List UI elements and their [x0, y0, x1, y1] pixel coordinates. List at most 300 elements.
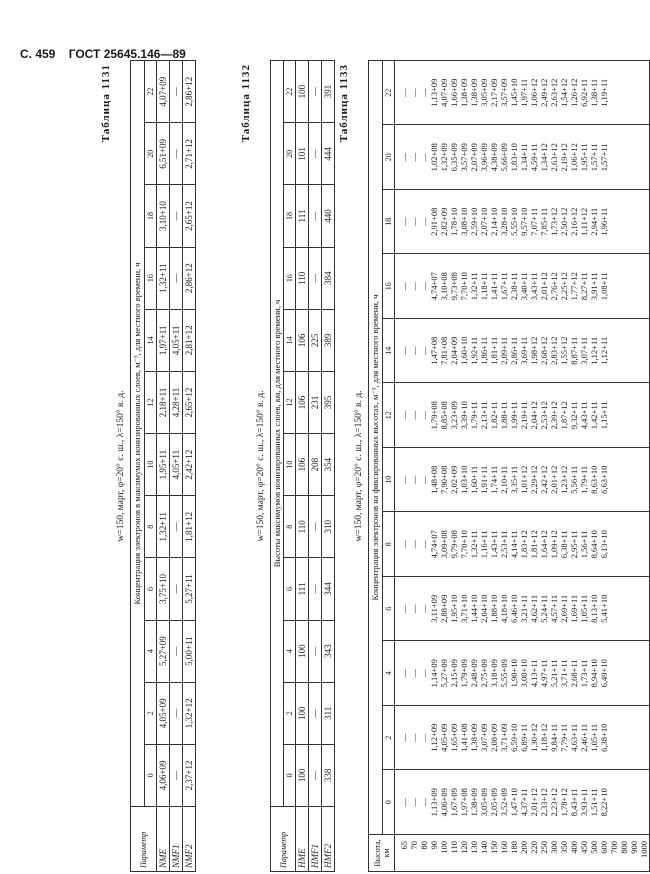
table-cell: 2,19+11	[519, 383, 529, 448]
table-cell: 2,48+09	[469, 641, 479, 706]
table-cell: 1,23+12	[559, 448, 569, 513]
table-cell: 3,71+11	[559, 641, 569, 706]
table-cell: —	[395, 61, 410, 126]
table-cell: 395	[322, 371, 335, 433]
table-cell: 111	[296, 558, 309, 620]
table-cell	[609, 383, 619, 448]
table-cell: —	[309, 61, 322, 123]
table-cell: 6,92+11	[579, 61, 589, 126]
table-cell: 1,38+09	[469, 61, 479, 126]
table-cell: 1,12+11	[599, 319, 609, 384]
table-cell	[639, 190, 650, 255]
table-cell: 4,59+11	[529, 125, 539, 190]
height-cell: 900	[629, 835, 639, 872]
table-cell: 3,08+10	[459, 190, 469, 255]
table-caption: Таблица 1132	[240, 64, 252, 143]
table-cell: 1,79+11	[579, 448, 589, 513]
table-cell: 225	[309, 309, 322, 371]
table-cell: 1,01+12	[519, 448, 529, 513]
table-cell: 1,91+11	[479, 448, 489, 513]
table-cell: 1,45+10	[509, 61, 519, 126]
hour-header: 0	[383, 770, 395, 835]
table-caption: Таблица 1133	[338, 64, 350, 143]
table-cell: 2,25+12	[559, 254, 569, 319]
table-cell: 8,94+10	[589, 641, 599, 706]
table-cell: 444	[322, 123, 335, 185]
hour-header: 0	[145, 744, 157, 806]
table-cell: 2,46+11	[579, 706, 589, 771]
hour-header: 10	[383, 448, 395, 513]
table-cell	[639, 254, 650, 319]
table-cell	[609, 319, 619, 384]
table-cell: 3,11+09	[429, 577, 439, 642]
table-cell: 1,95+11	[157, 434, 170, 496]
table-cell: 1,32+11	[469, 254, 479, 319]
table-cell	[639, 512, 650, 577]
hour-header: 12	[284, 371, 296, 433]
table-cell: 1,57+11	[599, 125, 609, 190]
param-header: Параметр	[271, 807, 296, 872]
table-cell: 2,10+11	[499, 448, 509, 513]
table-row	[322, 61, 335, 872]
table-cell: 1,32+11	[469, 512, 479, 577]
table-cell: 106	[296, 309, 309, 371]
table-cell: 1,56+11	[579, 512, 589, 577]
table-cell: 1,97+11	[519, 61, 529, 126]
table-cell: 1,81+11	[489, 319, 499, 384]
table-cell: —	[309, 123, 322, 185]
table-cell: 7,07+11	[529, 190, 539, 255]
table-cell: 1,97+08	[459, 770, 469, 835]
table-row	[579, 61, 589, 872]
hour-header: 12	[383, 383, 395, 448]
table-cell: —	[170, 620, 183, 682]
table-1133	[338, 60, 650, 872]
table-cell	[609, 125, 619, 190]
hour-header: 14	[145, 309, 157, 371]
table-cell: 2,65+12	[183, 185, 196, 247]
table-cell: 4,74+07	[429, 512, 439, 577]
table-cell: 1,32+09	[439, 125, 449, 190]
table-cell: 1,18+12	[539, 706, 549, 771]
table-cell: 2,01+12	[539, 254, 549, 319]
table-cell	[609, 770, 619, 835]
hour-header: 22	[383, 61, 395, 126]
table-cell: 9,57+10	[519, 190, 529, 255]
table-row	[539, 61, 549, 872]
table-cell	[639, 448, 650, 513]
table-cell: 1,67+11	[499, 254, 509, 319]
table-cell: 1,96+11	[599, 190, 609, 255]
table-cell: 1,97+11	[157, 309, 170, 371]
table-row	[469, 61, 479, 872]
table-cell: —	[395, 512, 410, 577]
table-cell: 9,79+08	[449, 512, 459, 577]
table-row	[549, 61, 559, 872]
table-cell	[609, 641, 619, 706]
table-cell: —	[309, 682, 322, 744]
table-cell	[629, 512, 639, 577]
height-cell: 150	[489, 835, 499, 872]
table-cell: 2,37+12	[183, 744, 196, 806]
table-cell: 2,86+12	[183, 61, 196, 123]
table-cell: 2,53+11	[499, 512, 509, 577]
table-cell: —	[309, 620, 322, 682]
table-cell	[619, 512, 629, 577]
table-cell: 3,75+10	[157, 558, 170, 620]
table-row	[609, 61, 619, 872]
table-cell: 1,30+12	[529, 706, 539, 771]
height-cell: 600	[599, 835, 609, 872]
table-cell: 2,38+11	[509, 254, 519, 319]
table-cell: —	[409, 125, 419, 190]
table-cell: 1,83+12	[519, 512, 529, 577]
table-cell: 4,38+09	[489, 125, 499, 190]
table-cell: 1,43+11	[489, 512, 499, 577]
table-cell	[609, 577, 619, 642]
table-cell: 2,59+10	[469, 190, 479, 255]
table-cell: —	[170, 496, 183, 558]
param-name: HMF1	[309, 807, 322, 872]
table-cell: 2,69+11	[559, 577, 569, 642]
table-cell: 2,53+12	[539, 383, 549, 448]
table-cell: 8,22+10	[599, 770, 609, 835]
table-cell: 5,55+10	[509, 190, 519, 255]
table-cell: 4,18+10	[499, 577, 509, 642]
table-cell: 5,56+11	[569, 448, 579, 513]
table-cell: 2,81+12	[183, 309, 196, 371]
hour-header: 20	[284, 123, 296, 185]
table-cell: —	[419, 190, 429, 255]
table-cell: 2,42+12	[539, 448, 549, 513]
table-cell: —	[170, 247, 183, 309]
table-cell: —	[419, 61, 429, 126]
table-cell: 2,02+09	[449, 448, 459, 513]
table-cell	[629, 383, 639, 448]
table-cell: 4,28+11	[170, 371, 183, 433]
table-cell: 3,07+11	[579, 319, 589, 384]
table-cell: 2,71+12	[183, 123, 196, 185]
table-cell: 2,88+09	[439, 577, 449, 642]
height-cell: 100	[439, 835, 449, 872]
table-cell: 3,18+09	[489, 641, 499, 706]
table-cell: 2,39+12	[549, 383, 559, 448]
table-cell: 208	[309, 434, 322, 496]
table-cell	[629, 770, 639, 835]
table-cell: 1,16+11	[479, 512, 489, 577]
hour-header: 12	[145, 371, 157, 433]
table-cell: 2,49+12	[539, 61, 549, 126]
table-cell: 1,81+12	[183, 496, 196, 558]
table-cell	[629, 706, 639, 771]
page-number: С. 459	[20, 47, 56, 61]
hour-header: 20	[383, 125, 395, 190]
table-cell: 1,95+11	[579, 125, 589, 190]
table-cell	[619, 770, 629, 835]
table-cell: 2,86+11	[509, 319, 519, 384]
table-cell: 1,15+11	[599, 383, 609, 448]
table-cell: 1,55+12	[559, 319, 569, 384]
table-cell: 3,40+11	[519, 254, 529, 319]
table-cell: 2,50+12	[559, 190, 569, 255]
table-cell: —	[409, 706, 419, 771]
hour-header: 18	[145, 185, 157, 247]
table-cell: 3,57+09	[459, 125, 469, 190]
table-row	[459, 61, 469, 872]
table-cell: 8,87+11	[569, 319, 579, 384]
table-cell	[619, 641, 629, 706]
table-row	[489, 61, 499, 872]
table-cell	[629, 319, 639, 384]
table-row	[589, 61, 599, 872]
table-cell: 8,85+08	[439, 383, 449, 448]
table-cell: 3,28+10	[499, 190, 509, 255]
span-header: Высоты максимумов ионизированных слоев, км, для местного времени, ч	[271, 61, 284, 807]
table-cell	[619, 254, 629, 319]
table-cell: 1,82+11	[489, 383, 499, 448]
hour-header: 4	[284, 620, 296, 682]
table-cell: 2,08+09	[489, 706, 499, 771]
table-cell: 2,63+12	[549, 125, 559, 190]
table-cell: —	[170, 682, 183, 744]
table-cell: 1,32+11	[157, 496, 170, 558]
table-1131	[100, 60, 196, 872]
standard-code: ГОСТ 25645.146—89	[68, 47, 186, 61]
hour-header: 8	[383, 512, 395, 577]
height-cell: 500	[589, 835, 599, 872]
table-cell	[639, 706, 650, 771]
table-cell: —	[409, 512, 419, 577]
table-cell: 1,47+10	[509, 770, 519, 835]
table-cell: 2,86+12	[183, 247, 196, 309]
table-cell: 1,67+09	[449, 770, 459, 835]
table-cell: 4,14+11	[509, 512, 519, 577]
table-row	[559, 61, 569, 872]
table-cell: 4,05+11	[170, 434, 183, 496]
hour-header: 10	[284, 434, 296, 496]
table-cell: 6,13+10	[599, 512, 609, 577]
table-cell: 2,42+12	[183, 434, 196, 496]
table-cell: 2,63+12	[549, 61, 559, 126]
table-cell: 1,41+08	[459, 706, 469, 771]
table-cell: 1,41+11	[489, 254, 499, 319]
table-cell: 1,64+12	[539, 512, 549, 577]
table-cell: 3,35+11	[509, 448, 519, 513]
table-cell: 3,39+10	[459, 383, 469, 448]
hour-header: 2	[145, 682, 157, 744]
table-cell: —	[409, 254, 419, 319]
table-cell: 6,38+11	[559, 512, 569, 577]
hour-header: 10	[145, 434, 157, 496]
table-cell: 1,14+09	[429, 641, 439, 706]
table-cell: 338	[322, 744, 335, 806]
hour-header: 4	[145, 620, 157, 682]
table-cell: 1,60+11	[469, 448, 479, 513]
table-cell	[619, 319, 629, 384]
table-cell: 4,07+09	[157, 61, 170, 123]
table-cell: 384	[322, 247, 335, 309]
table-cell: 1,12+09	[429, 706, 439, 771]
table-cell	[619, 383, 629, 448]
table-cell: 101	[296, 123, 309, 185]
table-cell: 3,71+10	[459, 577, 469, 642]
table-cell: 3,52+09	[499, 770, 509, 835]
table-cell: 1,42+11	[589, 383, 599, 448]
table-cell: —	[419, 512, 429, 577]
table-cell: 2,01+12	[549, 448, 559, 513]
table-cell: —	[170, 61, 183, 123]
table-cell: 2,04+09	[449, 319, 459, 384]
table-cell: 1,65+09	[449, 706, 459, 771]
table-row	[599, 61, 609, 872]
table-cell: 354	[322, 434, 335, 496]
table-cell: 1,92+11	[469, 319, 479, 384]
table-cell: —	[395, 770, 410, 835]
table-cell: 6,46+10	[509, 577, 519, 642]
table-cell: 4,13+11	[529, 641, 539, 706]
table-cell: 7,85+11	[539, 190, 549, 255]
table-cell	[639, 577, 650, 642]
table-cell: 2,94+11	[589, 190, 599, 255]
table-cell: 5,27+09	[157, 620, 170, 682]
table-cell: 1,48+08	[429, 448, 439, 513]
hour-header: 6	[383, 577, 395, 642]
height-cell: 90	[429, 835, 439, 872]
table-cell: 3,96+09	[479, 125, 489, 190]
table-cell: 1,66+09	[449, 61, 459, 126]
table-cell: 5,24+11	[539, 577, 549, 642]
table-cell: 1,86+11	[479, 319, 489, 384]
table-cell: 5,27+11	[183, 558, 196, 620]
table-cell	[639, 641, 650, 706]
table-cell: —	[170, 185, 183, 247]
table-cell: 5,27+09	[439, 641, 449, 706]
table-cell	[619, 706, 629, 771]
table-cell: 2,01+12	[529, 770, 539, 835]
table-cell: —	[419, 706, 429, 771]
table-row	[449, 61, 459, 872]
table-cell: 7,70+10	[459, 254, 469, 319]
table-cell: —	[309, 558, 322, 620]
table-cell: 1,79+08	[429, 383, 439, 448]
table-cell	[639, 125, 650, 190]
table-cell: 2,04+12	[529, 383, 539, 448]
table-cell: 2,23+12	[549, 770, 559, 835]
table-cell: —	[395, 190, 410, 255]
table-cell: 2,68+12	[539, 319, 549, 384]
table-cell: 1,88+11	[499, 383, 509, 448]
table-cell: 2,33+12	[539, 770, 549, 835]
table-cell: —	[170, 558, 183, 620]
param-name: NMF2	[183, 807, 196, 872]
table-cell	[629, 577, 639, 642]
table-cell: —	[409, 577, 419, 642]
table-cell: —	[395, 448, 410, 513]
hour-header: 18	[383, 190, 395, 255]
table-row	[499, 61, 509, 872]
table-cell	[639, 61, 650, 126]
table-cell: 2,16+12	[569, 190, 579, 255]
hour-header: 4	[383, 641, 395, 706]
hour-header: 22	[284, 61, 296, 123]
table-cell: 1,44+10	[469, 577, 479, 642]
table-cell: —	[395, 383, 410, 448]
data-table	[368, 60, 650, 872]
table-cell: 3,43+11	[529, 254, 539, 319]
table-cell: 4,05+09	[439, 706, 449, 771]
table-cell	[639, 770, 650, 835]
table-cell: 1,26+12	[569, 61, 579, 126]
table-cell: —	[419, 383, 429, 448]
table-row	[157, 61, 170, 872]
table-cell: —	[395, 319, 410, 384]
table-cell	[609, 190, 619, 255]
param-name: HMF2	[322, 807, 335, 872]
table-row	[619, 61, 629, 872]
table-cell: 6,89+11	[519, 706, 529, 771]
hour-header: 14	[383, 319, 395, 384]
table-cell	[619, 577, 629, 642]
table-cell: 3,05+09	[479, 770, 489, 835]
table-cell: 2,75+09	[479, 641, 489, 706]
table-cell: 8,13+10	[589, 577, 599, 642]
table-cell: 2,29+12	[529, 448, 539, 513]
table-cell: 2,19+12	[559, 125, 569, 190]
table-cell	[639, 319, 650, 384]
table-cell: —	[409, 383, 419, 448]
table-cell: 4,43+11	[579, 383, 589, 448]
table-row	[409, 61, 419, 872]
table-cell: 4,06+09	[439, 770, 449, 835]
hour-header: 14	[284, 309, 296, 371]
table-row	[519, 61, 529, 872]
table-cell: 4,97+11	[539, 641, 549, 706]
height-cell: 350	[559, 835, 569, 872]
table-cell: 1,05+11	[589, 706, 599, 771]
table-cell: 1,38+09	[469, 706, 479, 771]
table-cell: 1,09+12	[549, 512, 559, 577]
table-cell: —	[395, 706, 410, 771]
height-cell: 300	[549, 835, 559, 872]
table-cell: 7,81+08	[439, 319, 449, 384]
table-cell: —	[170, 123, 183, 185]
table-cell: 8,63+10	[589, 448, 599, 513]
table-cell: —	[409, 190, 419, 255]
table-cell: 2,65+12	[183, 371, 196, 433]
table-row	[629, 61, 639, 872]
table-cell	[609, 448, 619, 513]
height-cell: 220	[529, 835, 539, 872]
table-cell: 8,27+11	[579, 254, 589, 319]
table-cell: 3,71+09	[499, 706, 509, 771]
table-cell: 1,32+11	[157, 247, 170, 309]
table-title: w=150, март, φ=20° с. ш., λ=150° в. д.	[354, 390, 364, 542]
table-cell	[629, 254, 639, 319]
table-cell	[619, 448, 629, 513]
data-table	[270, 60, 335, 872]
table-cell: —	[395, 125, 410, 190]
table-cell: 6,35+09	[449, 125, 459, 190]
table-cell: 8,64+10	[589, 512, 599, 577]
table-cell: 2,15+09	[449, 641, 459, 706]
table-cell: 1,34+11	[519, 125, 529, 190]
table-cell: 3,00+10	[519, 641, 529, 706]
table-cell: 2,82+09	[439, 190, 449, 255]
table-cell: 1,38+09	[469, 770, 479, 835]
table-caption: Таблица 1131	[100, 64, 112, 143]
table-cell: 2,07+09	[469, 125, 479, 190]
table-cell: 1,03+10	[459, 448, 469, 513]
